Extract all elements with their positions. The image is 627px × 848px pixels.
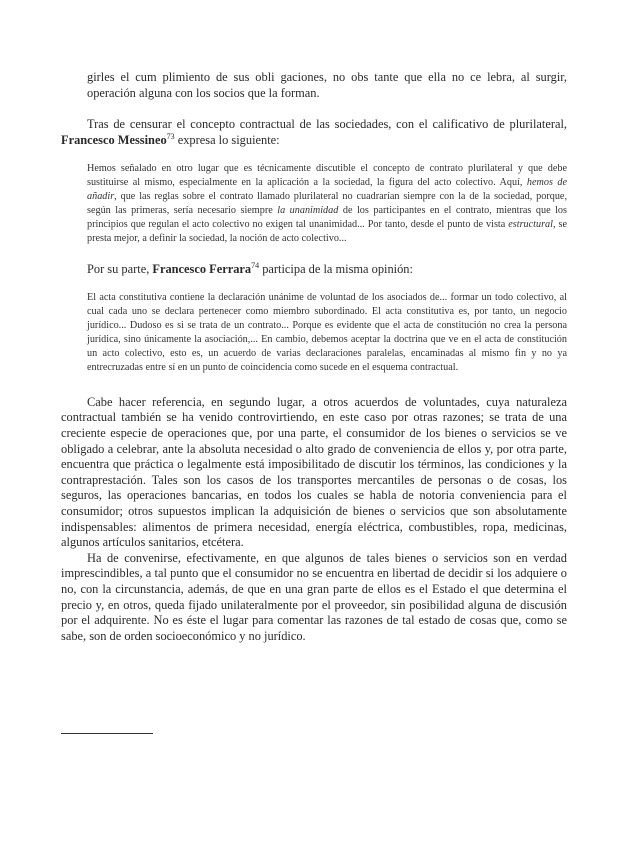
paragraph-continued: girles el cum plimiento de sus obli gaciones, no obs tante que ella no ce lebra, al surgir, operación alguna con los socios que la forman. xyxy=(87,70,567,100)
page-body xyxy=(61,70,567,644)
footnote-ref-73: 73 xyxy=(166,131,175,141)
paragraph-acuerdos: Cabe hacer referencia, en segundo lugar, a otros acuerdos de voluntades, cuya naturaleza contractual también se ha venido controvirtiendo, en este caso por otras razones; se trata de una creciente especie de operaciones que, por una parte, el consumidor de los bienes o servicios se ve obligado a celebrar, ante la absoluta necesidad o alto grado de conveniencia de ellos y, por otra parte, encuentra que práctica o legalmente está imposibilitado de discutir los términos, las condiciones y la contraprestación. Tales son los casos de los transportes mercantiles de personas o de cosas, los seguros, las operaciones bancarias, en todos los cuales se habla de notoria conveniencia para el consumidor; otros supuestos implican la adquisición de bienes o servicios que son absolutamente indispensables: alimentos de primera necesidad, energía eléctrica, combustibles, ropa, medicinas, algunos artículos sanitarios, etcétera. xyxy=(61,394,567,550)
paragraph-convenirse: Ha de convenirse, efectivamente, en que algunos de tales bienes o servicios son en verdad imprescindibles, a tal punto que el consumidor no se encuentra en libertad de decidir si los adquiere o no, con la circunstancia, además, de que en una gran parte de ellos es el Estado el que determina el precio y, en otros, queda fijado unilateralmente por el proveedor, sin posibilidad alguna de discusión por el adquirente. No es éste el lugar para comentar las razones de tal estado de cosas que, como se sabe, son de orden socioeconómico y no jurídico. xyxy=(61,550,567,643)
footnote-separator xyxy=(61,733,153,734)
paragraph-messineo-intro: Tras de censurar el concepto contractual de las sociedades, con el calificativo de plurilateral, Francesco Messineo$^{73}$ expresa lo siguiente: xyxy=(61,117,567,147)
author-messineo: Francesco Messineo xyxy=(61,132,167,147)
paragraph-ferrara-intro: Por su parte, Francesco Ferrara$^{74}$ participa de la misma opinión: xyxy=(87,260,413,276)
block-quote-ferrara: El acta constitutiva contiene la declaración unánime de voluntad de los asociados de... formar un todo colectivo, al cual cada uno se declara pertenecer como miembro subordinado. El acta constitutiva es, por tanto, un negocio jurídico... Dudoso es si se trata de un contrato... Porque es evidente que el acta de constitución no crea la persona jurídica, sino únicamente la asociación,... En cambio, debemos aceptar la doctrina que ve en el acta de constitución un acto colectivo, esto es, un acuerdo de varias declaraciones paralelas, encaminadas al mismo fin y no ya entrecruzadas entre sí en un punto de coincidencia como sucede en el esquema contractual. xyxy=(87,292,567,373)
author-ferrara: Francesco Ferrara xyxy=(152,261,252,276)
footnote-ref-74: 74 xyxy=(251,260,260,270)
block-quote-messineo: Hemos señalado en otro lugar que es técnicamente discutible el concepto de contrato plurilateral y que debe sustituirse al mismo, especialmente en la aplicación a la sociedad, la figura del acto colectivo. Aquí, hemos de añadir, que las reglas sobre el contrato llamado plurilateral no cuadrarían siempre con la de la sociedad, porque, según las primeras, sería necesario siempre la unanimidad de los participantes en el contrato, mientras que los principios que regulan el acto colectivo no exigen tal unanimidad... Por tanto, desde el punto de vista estructural, se presta mejor, a definir la sociedad, la noción de acto colectivo... xyxy=(87,163,567,244)
